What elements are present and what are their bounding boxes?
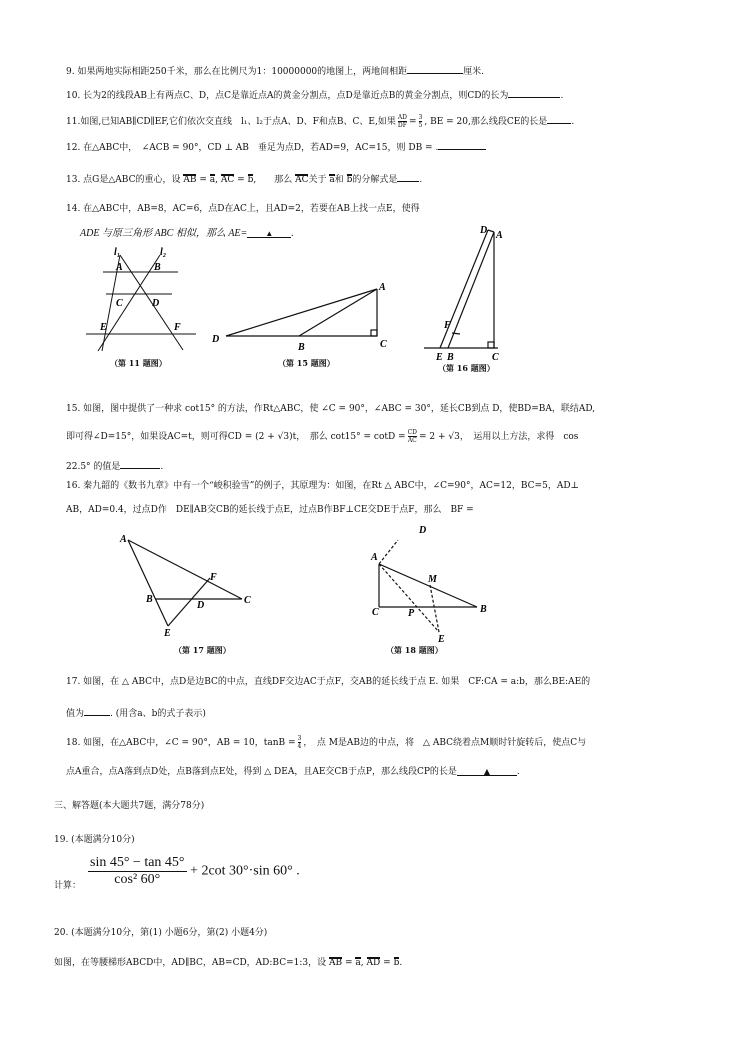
fig16-label-a: A: [496, 230, 503, 241]
q11-text: 11.如图,已知AB∥CD∥EF,它们依次交直线 l₁、l₂于点A、D、F和点B、C、E,如果: [66, 117, 396, 127]
fig18-label-b: B: [480, 604, 487, 615]
question-17-line1: [66, 676, 590, 688]
q11-eq: =: [409, 117, 417, 127]
q13-and: 和: [334, 175, 344, 185]
fig11-label-l1: l₁: [114, 247, 121, 258]
vector-ac: AC: [220, 175, 235, 185]
fig18-label-e: E: [438, 634, 445, 645]
fig15-label-c: C: [380, 339, 387, 350]
q11-end: .: [571, 117, 575, 127]
vector-a-2: a: [329, 175, 335, 185]
q15-end: .: [160, 462, 164, 472]
fig16-label-e: E: [436, 352, 443, 363]
fig18-label-d: D: [419, 525, 427, 536]
q13-eq1: =: [199, 175, 207, 185]
q18-line1a: 18. 如图，在△ABC中，∠C = 90°，AB = 10，tanB =: [66, 738, 296, 748]
q13-end: .: [419, 175, 423, 185]
fig16-label-f: F: [444, 320, 451, 331]
q20-vector-ad: AD: [366, 958, 381, 968]
q14-line1: 14. 在△ABC中，AB=8，AC=6，点D在AC上，且AD=2，若要在AB上找一点E，使得: [66, 204, 420, 214]
q18-line1b: ， 点 M是AB边的中点，将 △ ABC绕着点M顺时针旋转后，使点C与: [303, 738, 587, 748]
q9-text: 9. 如果两地实际相距250千米，那么在比例尺为1：10000000的地图上，两地间相距: [66, 67, 408, 77]
fig17-label-b: B: [146, 594, 153, 605]
q13-then: , 那么: [253, 175, 293, 185]
q17-answer-blank[interactable]: [84, 706, 110, 716]
q11-frac2-num: 3: [418, 114, 423, 121]
q19-label: 计算：: [54, 881, 82, 891]
fig15-label-a: A: [379, 282, 386, 293]
vector-ab: AB: [183, 175, 197, 185]
q14-triangle-marker: ▲: [265, 229, 274, 238]
fig17-label-f: F: [210, 572, 217, 583]
q15-line1: 15. 如图，图中提供了一种求 cot15° 的方法，作Rt△ABC，使 ∠C = 90°，∠ABC = 30°，延长CB到点 D，使BD=BA，联结AD,: [66, 404, 596, 414]
q13-text: 13. 点G是△ABC的重心，设: [66, 175, 181, 185]
fig11-label-b: B: [154, 262, 161, 273]
caption-fig16: （第 16 题图）: [438, 363, 495, 373]
q15-frac-den: AC: [407, 437, 417, 444]
q20-comma: ,: [360, 958, 364, 968]
vector-ac-2: AC: [295, 175, 309, 185]
q17-line2: 值为: [66, 709, 85, 719]
section-3-title: 三、解答题(本大题共7题，满分78分): [54, 801, 205, 811]
q20-vector-b: b: [393, 958, 400, 968]
question-18-line2: [66, 766, 520, 778]
fig11-label-f: F: [174, 322, 181, 333]
q13-about: 关于: [308, 175, 327, 185]
caption-fig17: （第 17 题图）: [174, 645, 231, 655]
q20-eq1: =: [345, 958, 353, 968]
q15-line2b: = 2 + √3， 运用以上方法，求得 cos: [419, 432, 579, 442]
caption-fig18: （第 18 题图）: [386, 645, 443, 655]
q17-line1: 17. 如图，在 △ ABC中，点D是边BC的中点，直线DF交边AC于点F，交AB的延长线于点 E. 如果 CF:CA = a:b，那么BE:AE的: [66, 677, 591, 687]
question-17-line2: [66, 706, 206, 720]
fig17-label-c: C: [244, 595, 251, 606]
fig11-label-e: E: [100, 322, 107, 333]
fig11-label-d: D: [152, 298, 160, 309]
q20-vector-a: a: [355, 958, 361, 968]
q16-line1: 16. 秦九韶的《数书九章》中有一个“峻积验雪”的例子，其原理为：如图，在Rt △ ABC中，∠C=90°，AC=12，BC=5，AD⊥: [66, 481, 579, 491]
q19-fraction: [88, 855, 187, 888]
q20-eq2: =: [383, 958, 391, 968]
q19-header: 19. (本题满分10分): [54, 835, 135, 845]
q11-tail: , BE = 20,那么线段CE的长是: [424, 117, 548, 127]
q18-frac-den: 4: [297, 743, 302, 750]
q14-end: .: [291, 228, 294, 239]
q11-frac2-den: 5: [418, 122, 423, 129]
fig18-label-p: P: [408, 608, 415, 619]
q19-numerator: sin 45° − tan 45°: [90, 855, 185, 870]
q20-vector-ab: AB: [329, 958, 343, 968]
vector-a: a: [209, 175, 216, 185]
q18-answer-blank[interactable]: [457, 766, 517, 776]
q18-fraction-3-4: [298, 735, 302, 750]
caption-fig15: （第 15 题图）: [278, 358, 335, 368]
caption-fig11: （第 11 题图）: [110, 358, 167, 368]
q11-frac-num: AD: [397, 114, 407, 121]
q15-line3: 22.5° 的值是: [66, 462, 121, 472]
fig17-label-a: A: [120, 534, 127, 545]
question-18-line1: [66, 735, 586, 750]
q20-header: 20. (本题满分10分，第(1) 小题6分，第(2) 小题4分): [54, 928, 268, 938]
vector-b: b: [247, 175, 254, 185]
q10-tail: .: [560, 91, 564, 101]
fig16-label-d: D: [480, 225, 488, 236]
fig17-label-e: E: [164, 628, 171, 639]
fig18-label-c: C: [372, 607, 379, 618]
fig18-label-m: M: [428, 574, 437, 585]
q20-text: 如图，在等腰梯形ABCD中，AD∥BC，AB=CD，AD:BC=1:3，设: [54, 958, 327, 968]
fig16-label-c: C: [492, 352, 499, 363]
fig18-label-a: A: [371, 552, 378, 563]
fig17-label-d: D: [197, 600, 205, 611]
fig16-label-b: B: [447, 352, 454, 363]
q18-line2: 点A重合，点A落到点D处，点B落到点E处，得到 △ DEA，且AE交CB于点P，那么线段CP的长是: [66, 767, 457, 777]
q13-eq2: =: [237, 175, 245, 185]
q20-end: .: [399, 958, 403, 968]
question-20-body: [54, 957, 402, 969]
fig18-dashed-me: [430, 585, 439, 632]
q16-line2: AB，AD=0.4，过点D作 DE∥AB交CB的延长线于点E，过点B作BF⊥CE交DE于点F，那么 BF =: [66, 505, 474, 515]
q10-text: 10. 长为2的线段AB上有两点C、D，点C是靠近点A的黄金分割点，点D是靠近点B的黄金分割点，则CD的长为: [66, 91, 509, 101]
fig11-label-c: C: [116, 298, 123, 309]
vector-b-2: b: [346, 175, 353, 185]
q12-text: 12. 在△ABC中， ∠ACB = 90°，CD ⊥ AB 垂足为点D，若AD=9，AC=15，则 DB = .: [66, 143, 439, 153]
q17-line2b: . (用含a、b的式子表示): [110, 709, 206, 719]
q14-line2: ADE 与原三角形 ABC 相似，那么 AE=: [80, 228, 248, 239]
fig18-side-ab: [379, 564, 477, 607]
q15-line2a: 即可得∠D=15°，如果设AC=t，则可得CD = (2 + √3)t， 那么 cot15° = cotD =: [66, 432, 406, 442]
q13-tail: 的分解式是: [352, 175, 398, 185]
q18-frac-num: 3: [297, 735, 302, 742]
q19-expression: [88, 855, 300, 888]
fig11-label-a: A: [116, 262, 123, 273]
q18-triangle-marker: ▲: [483, 767, 490, 776]
q18-end: .: [516, 767, 520, 777]
q13-comma: ,: [215, 175, 218, 185]
q15-frac-num: CD: [407, 429, 417, 436]
fig15-label-d: D: [212, 334, 220, 345]
q9-tail: 厘米.: [463, 67, 485, 77]
q11-frac-den: DF: [397, 122, 407, 129]
q19-expression-tail: + 2cot 30°·sin 60° .: [190, 863, 300, 879]
fig11-label-l2: l₂: [160, 247, 167, 258]
fig18-dashed-ad: [379, 540, 398, 564]
q19-denominator: cos² 60°: [114, 872, 161, 887]
fig15-label-b: B: [298, 342, 305, 353]
